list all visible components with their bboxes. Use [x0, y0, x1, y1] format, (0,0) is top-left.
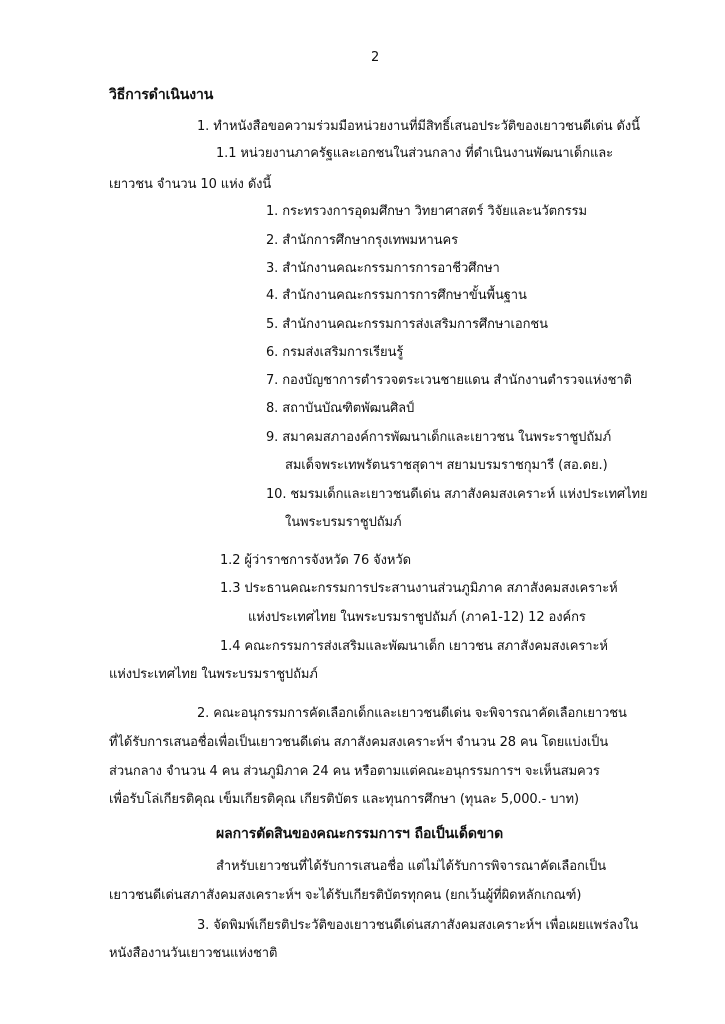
agency-8: 8. สถาบันบัณฑิตพัฒนศิลป์: [266, 401, 415, 416]
item1-intro: 1. ทำหนังสือขอความร่วมมือหน่วยงานที่มีสิทธิ์เสนอประวัติของเยาวชนดีเด่น ดังนี้: [197, 119, 640, 134]
item2-line2: ที่ได้รับการเสนอชื่อเพื่อเป็นเยาวชนดีเด่น สภาสังคมสงเคราะห์ฯ จำนวน 28 คน โดยแบ่งเป็น: [109, 735, 609, 750]
item1-4-line1: 1.4 คณะกรรมการส่งเสริมและพัฒนาเด็ก เยาวชน สภาสังคมสงเคราะห์: [220, 639, 608, 654]
agency-7: 7. กองบัญชาการตำรวจตระเวนชายแดน สำนักงานตำรวจแห่งชาติ: [266, 373, 632, 388]
item1-4-line2: แห่งประเทศไทย ในพระบรมราชูปถัมภ์: [109, 667, 318, 682]
note-line2: เยาวชนดีเด่นสภาสังคมสงเคราะห์ฯ จะได้รับเกียรติบัตรทุกคน (ยกเว้นผู้ที่ผิดหลักเกณฑ์): [109, 888, 582, 903]
agency-2: 2. สำนักการศึกษากรุงเทพมหานคร: [266, 233, 458, 248]
agency-10: 10. ชมรมเด็กและเยาวชนดีเด่น สภาสังคมสงเคราะห์ แห่งประเทศไทย: [266, 487, 648, 502]
item3-line2: หนังสืองานวันเยาวชนแห่งชาติ: [109, 946, 278, 961]
agency-6: 6. กรมส่งเสริมการเรียนรู้: [266, 345, 404, 360]
note-line1: สำหรับเยาวชนที่ได้รับการเสนอชื่อ แต่ไม่ได้รับการพิจารณาคัดเลือกเป็น: [216, 859, 607, 874]
item1-3-line1: 1.3 ประธานคณะกรรมการประสานงานส่วนภูมิภาค สภาสังคมสงเคราะห์: [220, 581, 618, 596]
decision-statement: ผลการตัดสินของคณะกรรมการฯ ถือเป็นเด็ดขาด: [216, 826, 504, 842]
item1-1-line1: 1.1 หน่วยงานภาครัฐและเอกชนในส่วนกลาง ที่ดำเนินงานพัฒนาเด็กและ: [216, 146, 614, 161]
page-number: 2: [371, 50, 380, 65]
section-heading: วิธีการดำเนินงาน: [109, 87, 214, 103]
item1-2: 1.2 ผู้ว่าราชการจังหวัด 76 จังหวัด: [220, 553, 411, 568]
item3-line1: 3. จัดพิมพ์เกียรติประวัติของเยาวชนดีเด่นสภาสังคมสงเคราะห์ฯ เพื่อเผยแพร่ลงใน: [197, 918, 639, 933]
agency-3: 3. สำนักงานคณะกรรมการการอาชีวศึกษา: [266, 261, 500, 276]
agency-9: 9. สมาคมสภาองค์การพัฒนาเด็กและเยาวชน ในพระราชูปถัมภ์: [266, 430, 612, 445]
item1-1-line2: เยาวชน จำนวน 10 แห่ง ดังนี้: [109, 177, 272, 192]
agency-5: 5. สำนักงานคณะกรรมการส่งเสริมการศึกษาเอกชน: [266, 317, 548, 332]
agency-9-cont: สมเด็จพระเทพรัตนราชสุดาฯ สยามบรมราชกุมารี (สอ.ดย.): [285, 458, 608, 473]
item1-3-line2: แห่งประเทศไทย ในพระบรมราชูปถัมภ์ (ภาค1-12) 12 องค์กร: [248, 610, 586, 625]
agency-4: 4. สำนักงานคณะกรรมการการศึกษาขั้นพื้นฐาน: [266, 288, 527, 303]
item2-line1: 2. คณะอนุกรรมการคัดเลือกเด็กและเยาวชนดีเด่น จะพิจารณาคัดเลือกเยาวชน: [197, 706, 627, 721]
item2-line3: ส่วนกลาง จำนวน 4 คน ส่วนภูมิภาค 24 คน หรือตามแต่คณะอนุกรรมการฯ จะเห็นสมควร: [109, 764, 600, 779]
agency-1: 1. กระทรวงการอุดมศึกษา วิทยาศาสตร์ วิจัยและนวัตกรรม: [266, 204, 587, 219]
agency-10-cont: ในพระบรมราชูปถัมภ์: [285, 515, 402, 530]
item2-line4: เพื่อรับโล่เกียรติคุณ เข็มเกียรติคุณ เกียรติบัตร และทุนการศึกษา (ทุนละ 5,000.- บาท): [109, 792, 579, 807]
